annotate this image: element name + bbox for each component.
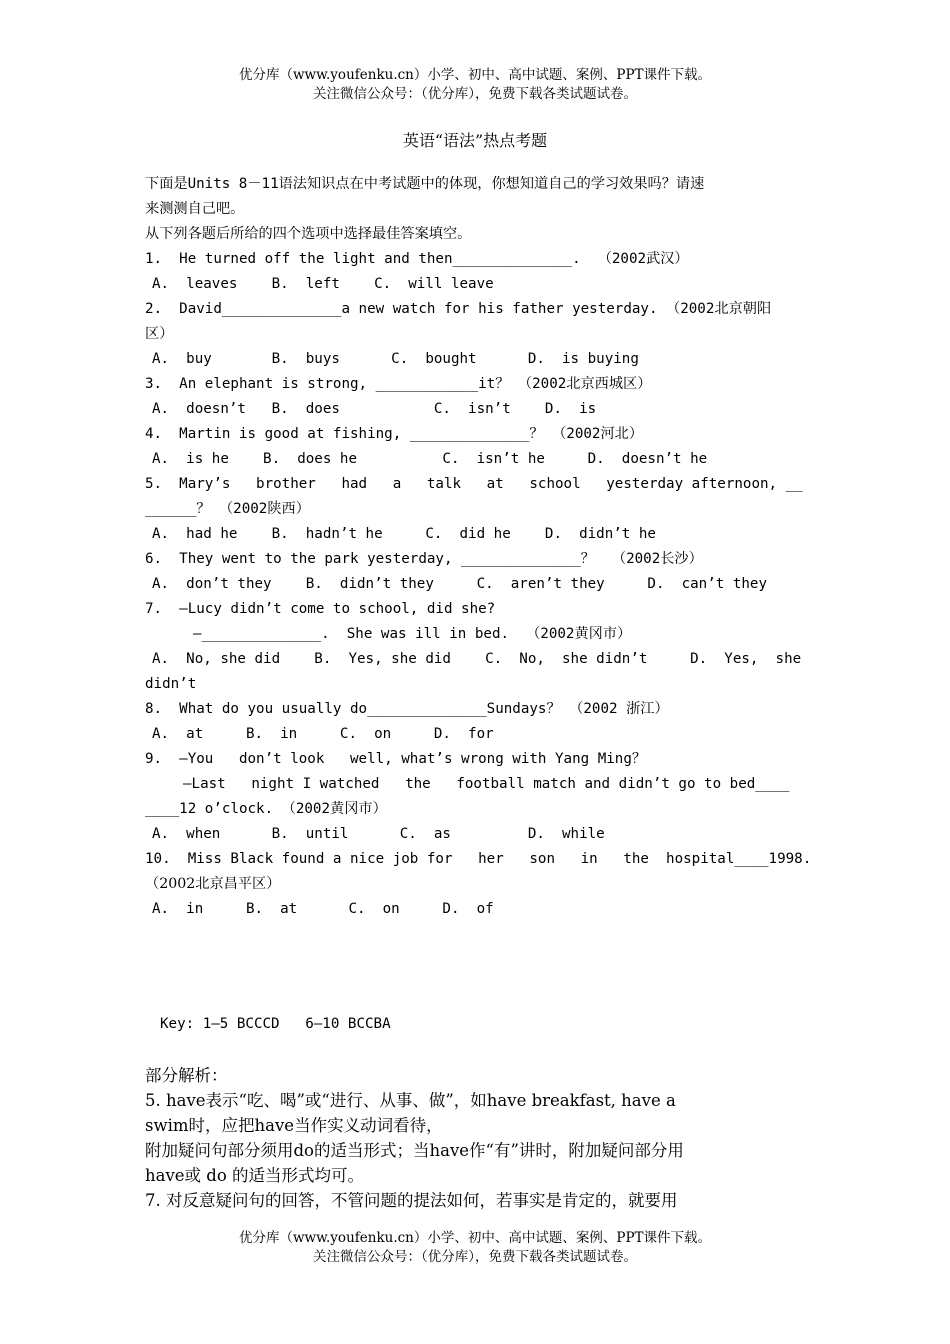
analysis-heading: 部分解析：: [145, 1066, 228, 1085]
intro-line-1: 下面是Units 8－11语法知识点在中考试题中的体现，你想知道自己的学习效果吗？请速: [145, 176, 705, 192]
question-9-options: A. when B. until C. as D. while: [152, 826, 605, 842]
analysis-line-5: 7. 对反意疑问句的回答，不管问题的提法如何，若事实是肯定的，就要用: [145, 1191, 678, 1210]
question-4: 4. Martin is good at fishing, ______________？ （2002河北）: [145, 426, 644, 442]
question-9-cont: ____12 o’clock. （2002黄冈市）: [145, 801, 387, 817]
question-6-options: A. don’t they B. didn’t they C. aren’t they D. can’t they: [152, 576, 767, 592]
question-3-options: A. doesn’t B. does C. isn’t D. is: [152, 401, 597, 417]
analysis-line-4: have或 do 的适当形式均可。: [145, 1166, 365, 1185]
question-4-options: A. is he B. does he C. isn’t he D. doesn’t he: [152, 451, 708, 467]
instruction: 从下列各题后所给的四个选项中选择最佳答案填空。: [145, 226, 472, 242]
question-2-options: A. buy B. buys C. bought D. is buying: [152, 351, 639, 367]
question-10-options: A. in B. at C. on D. of: [152, 901, 494, 917]
question-2: 2. David______________a new watch for his father yesterday. （2002北京朝阳: [145, 301, 772, 317]
document-title: 英语“语法”热点考题: [402, 131, 548, 150]
answer-key: Key: 1—5 BCCCD 6—10 BCCBA: [160, 1016, 391, 1032]
question-2-cont: 区）: [145, 326, 174, 342]
page-footer: [0, 1229, 950, 1267]
question-8: 8. What do you usually do______________Sundays？ （2002 浙江）: [145, 701, 669, 717]
question-1-options: A. leaves B. left C. will leave: [152, 276, 494, 292]
footer-line-2: 关注微信公众号：（优分库），免费下载各类试题试卷。: [313, 1249, 637, 1265]
footer-line-1: 优分库（www.youfenku.cn）小学、初中、高中试题、案例、PPT课件下载。: [238, 1230, 712, 1246]
header-line-1: 优分库（www.youfenku.cn）小学、初中、高中试题、案例、PPT课件下载。: [238, 67, 712, 83]
question-7-options: A. No, she did B. Yes, she did C. No, she didn’t D. Yes, she: [152, 651, 802, 667]
question-5: 5. Mary’s brother had a talk at school yesterday afternoon, __: [145, 476, 803, 492]
analysis-section: [145, 1063, 810, 1213]
question-10: 10. Miss Black found a nice job for her son in the hospital____1998.: [145, 851, 812, 867]
question-body: [145, 172, 810, 922]
question-9-reply: —Last night I watched the football match and didn’t go to bed____: [183, 776, 790, 792]
question-6: 6. They went to the park yesterday, ______________？ （2002长沙）: [145, 551, 703, 567]
intro-line-2: 来测测自己吧。: [145, 201, 245, 217]
question-7-reply: —______________. She was ill in bed. （2002黄冈市）: [193, 626, 632, 642]
analysis-line-3: 附加疑问句部分须用do的适当形式；当have作“有”讲时，附加疑问部分用: [145, 1141, 684, 1160]
question-9: 9. —You don’t look well, what’s wrong with Yang Ming？: [145, 751, 647, 767]
analysis-line-2: swim时，应把have当作实义动词看待，: [145, 1116, 443, 1135]
question-7-options-cont: didn’t: [145, 676, 197, 692]
question-7: 7. —Lucy didn’t come to school, did she?: [145, 601, 496, 617]
question-8-options: A. at B. in C. on D. for: [152, 726, 494, 742]
page-header: [0, 66, 950, 104]
question-3: 3. An elephant is strong, ____________it？ （2002北京西城区）: [145, 376, 652, 392]
header-line-2: 关注微信公众号：（优分库），免费下载各类试题试卷。: [313, 86, 637, 102]
question-5-cont: ______？ （2002陕西）: [145, 501, 310, 517]
question-10-cont: （2002北京昌平区）: [145, 876, 281, 892]
question-1: 1. He turned off the light and then______________. （2002武汉）: [145, 251, 689, 267]
question-5-options: A. had he B. hadn’t he C. did he D. didn’t he: [152, 526, 656, 542]
analysis-line-1: 5. have表示“吃、喝”或“进行、从事、做”，如have breakfast, have a: [145, 1091, 676, 1110]
